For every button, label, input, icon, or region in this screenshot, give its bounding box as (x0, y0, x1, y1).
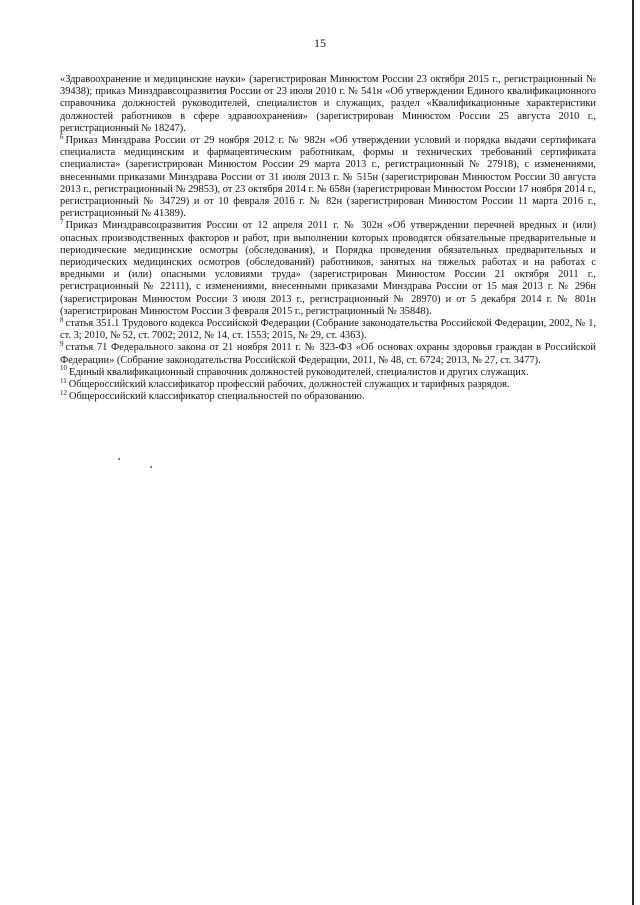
footnote-text: Единый квалификационный справочник должностей руководителей, специалистов и других служащих. (69, 366, 529, 378)
footnotes-block (60, 74, 596, 403)
footnote-number: 6 (60, 132, 64, 141)
footnote-number: 9 (60, 340, 64, 348)
footnote-text: Приказ Минздравсоцразвития России от 12 апреля 2011 г. № 302н «Об утверждении перечней вредных и (или) опасных производственных факторов и работ, при выполнении которых проводятся обязательные предварительные и периодические медицинские осмотры (обследования), и Порядка проведения обязательных предварительных и периодических медицинских осмотров (обследований) работников, занятых на тяжелых работах и на работах с вредными и (или) опасными условиями труда» (зарегистрирован Минюстом России 21 октября 2011 г., регистрационный № 22111), с изменениями, внесенными приказами Минздрава России от 15 мая 2013 г. № 296н (зарегистрирован Минюстом России 3 июля 2013 г., регистрационный № 28970) и от 5 декабря 2014 г. № 801н (зарегистрирован Минюстом России 3 февраля 2015 г., регистрационный № 35848). (60, 220, 596, 317)
footnote-9 (60, 342, 596, 366)
footnote-text: Общероссийский классификатор специальностей по образованию. (69, 391, 365, 403)
page-number: 15 (314, 36, 326, 50)
footnote-number: 11 (60, 376, 67, 385)
footnote-text: статья 71 Федерального закона от 21 ноября 2011 г. № 323-ФЗ «Об основах охраны здоровья граждан в Российской Федерации» (Собрание законодательства Российской Федерации, 2011, № 48, ст. 6724; 2013, № 27, ст. 3477). (60, 342, 596, 366)
footnote-text: Приказ Минздрава России от 29 ноября 2012 г. № 982н «Об утверждении условий и порядка выдачи сертификата специалиста медицинским и фармацевтическим работникам, формы и технических требований сертификата специалиста» (зарегистрирован Минюстом России 29 марта 2013 г., регистрационный № 27918), с изменениями, внесенными приказами Минздрава России от 31 июля 2013 г. № 515н (зарегистрирован Минюстом России 30 августа 2013 г., регистрационный № 29853), от 23 октября 2014 г. № 658н (зарегистрирован Минюстом России 17 ноября 2014 г., регистрационный № 34729) и от 10 февраля 2016 г. № 82н (зарегистрирован Минюстом России 11 марта 2016 г., регистрационный № 41389). (60, 135, 596, 220)
footnote-number: 7 (60, 217, 64, 226)
footnote-7 (60, 217, 596, 318)
scan-edge-line (632, 0, 634, 905)
footnote-11 (60, 376, 596, 391)
footnote-text: Общероссийский классификатор профессий рабочих, должностей служащих и тарифных разрядов. (68, 379, 510, 391)
footnote-text: «Здравоохранение и медицинские науки» (зарегистрирован Минюстом России 23 октября 2015 г., регистрационный № 39438); приказ Минздравсоцразвития России от 23 июля 2010 г. № 541н «Об утверждении Единого квалификационного справочника должностей руководителей, специалистов и служащих, раздел «Квалификационные характеристики должностей работников в сфере здравоохранения» (зарегистрирован Минюстом России 25 августа 2010 г., регистрационный № 18247). (60, 74, 596, 134)
footnote-number: 10 (60, 364, 67, 373)
footnote-text: статья 351.1 Трудового кодекса Российской Федерации (Собрание законодательства Российской Федерации, 2002, № 1, ст. 3; 2010, № 52, ст. 7002; 2012, № 14, ст. 1553; 2015, № 29, ст. 4363). (60, 318, 596, 342)
scan-speck (150, 466, 152, 468)
footnote-number: 12 (60, 388, 67, 397)
footnote-6 (60, 132, 596, 220)
footnote-number: 8 (60, 315, 64, 324)
scan-speck (118, 458, 120, 460)
footnote-8 (60, 315, 596, 342)
footnote-10 (60, 364, 596, 379)
footnote-12 (60, 388, 596, 403)
footnote-continuation (60, 74, 596, 135)
